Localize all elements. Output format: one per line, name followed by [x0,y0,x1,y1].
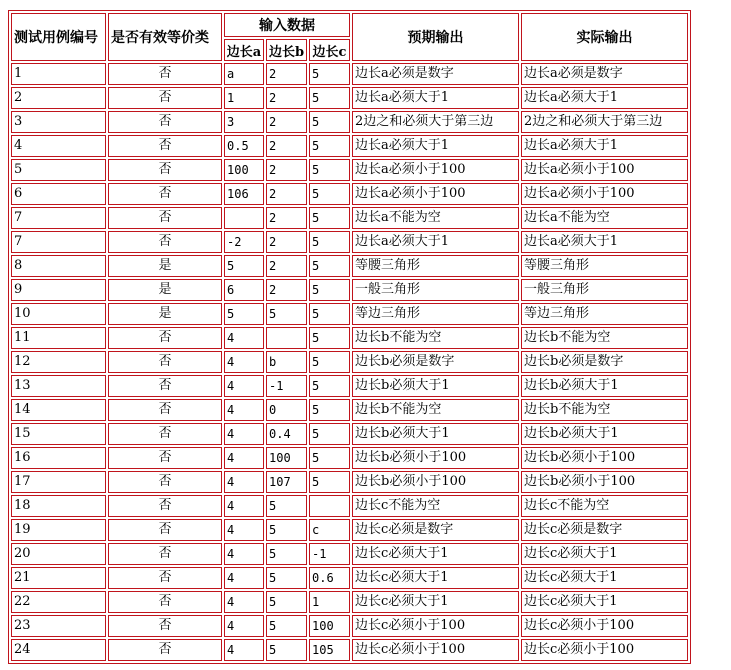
cell-actual-output: 边长b不能为空 [521,399,688,421]
cell-actual-output: 边长a必须大于1 [521,231,688,253]
test-case-table-container [8,10,691,664]
cell-side-a: 4 [224,615,264,637]
cell-valid-class: 否 [108,543,222,565]
cell-valid-class: 否 [108,159,222,181]
cell-actual-output: 边长c必须小于100 [521,639,688,661]
cell-valid-class: 否 [108,375,222,397]
table-row [11,303,688,325]
cell-actual-output: 边长a不能为空 [521,207,688,229]
cell-side-a [224,207,264,229]
cell-expected-output: 边长c必须是数字 [352,519,519,541]
cell-valid-class: 否 [108,399,222,421]
cell-side-b: 2 [266,87,307,109]
table-row [11,519,688,541]
cell-actual-output: 边长b必须小于100 [521,447,688,469]
cell-valid-class: 否 [108,231,222,253]
cell-side-c: 5 [309,447,350,469]
table-row [11,159,688,181]
cell-side-b: -1 [266,375,307,397]
cell-side-b: 2 [266,63,307,85]
cell-side-a: 4 [224,471,264,493]
cell-actual-output: 边长c必须大于1 [521,567,688,589]
table-row [11,351,688,373]
cell-actual-output: 等腰三角形 [521,255,688,277]
cell-case-id: 7 [11,207,106,229]
cell-case-id: 23 [11,615,106,637]
cell-expected-output: 边长b必须小于100 [352,447,519,469]
table-row [11,327,688,349]
cell-case-id: 4 [11,135,106,157]
cell-case-id: 18 [11,495,106,517]
header-row [11,13,688,37]
cell-valid-class: 否 [108,639,222,661]
table-row [11,63,688,85]
cell-side-a: 4 [224,327,264,349]
cell-actual-output: 边长b必须小于100 [521,471,688,493]
table-row [11,111,688,133]
cell-case-id: 7 [11,231,106,253]
cell-actual-output: 边长a必须小于100 [521,183,688,205]
cell-actual-output: 边长b不能为空 [521,327,688,349]
table-row [11,279,688,301]
table-row [11,591,688,613]
cell-expected-output: 2边之和必须大于第三边 [352,111,519,133]
table-row [11,399,688,421]
cell-case-id: 5 [11,159,106,181]
cell-side-c: 1 [309,591,350,613]
cell-valid-class: 否 [108,351,222,373]
cell-side-b: 2 [266,183,307,205]
cell-case-id: 15 [11,423,106,445]
cell-valid-class: 否 [108,183,222,205]
table-row [11,495,688,517]
cell-actual-output: 边长c必须大于1 [521,543,688,565]
cell-expected-output: 边长a必须是数字 [352,63,519,85]
header-case-id: 测试用例编号 [11,13,106,61]
table-row [11,447,688,469]
header-input-data: 输入数据 [224,13,350,37]
table-row [11,615,688,637]
cell-side-c: 5 [309,327,350,349]
cell-side-c: 5 [309,231,350,253]
cell-expected-output: 边长b必须小于100 [352,471,519,493]
cell-case-id: 3 [11,111,106,133]
cell-case-id: 11 [11,327,106,349]
cell-side-a: 4 [224,543,264,565]
test-case-table [8,10,691,664]
cell-side-a: 4 [224,591,264,613]
cell-side-c: 5 [309,207,350,229]
cell-case-id: 6 [11,183,106,205]
cell-actual-output: 边长c必须大于1 [521,591,688,613]
table-row [11,207,688,229]
header-actual-output: 实际输出 [521,13,688,61]
header-valid-class: 是否有效等价类 [108,13,222,61]
cell-expected-output: 边长c必须大于1 [352,567,519,589]
cell-expected-output: 边长b必须大于1 [352,423,519,445]
cell-actual-output: 边长c必须是数字 [521,519,688,541]
cell-expected-output: 边长b必须是数字 [352,351,519,373]
cell-side-b: 5 [266,519,307,541]
cell-side-b: 5 [266,567,307,589]
cell-side-b: b [266,351,307,373]
cell-side-c: 5 [309,183,350,205]
cell-side-b: 2 [266,111,307,133]
cell-valid-class: 否 [108,471,222,493]
cell-valid-class: 否 [108,207,222,229]
cell-case-id: 24 [11,639,106,661]
cell-expected-output: 边长c必须大于1 [352,591,519,613]
cell-side-c: 5 [309,423,350,445]
cell-side-c: 5 [309,303,350,325]
cell-side-a: 5 [224,255,264,277]
cell-actual-output: 边长a必须大于1 [521,87,688,109]
cell-expected-output: 边长c必须小于100 [352,615,519,637]
cell-expected-output: 边长b不能为空 [352,399,519,421]
cell-side-c: 5 [309,63,350,85]
cell-side-a: 4 [224,351,264,373]
table-row [11,135,688,157]
cell-valid-class: 否 [108,87,222,109]
header-side-c: 边长c [309,39,350,61]
cell-side-b: 5 [266,543,307,565]
table-row [11,567,688,589]
cell-valid-class: 否 [108,447,222,469]
table-row [11,471,688,493]
cell-valid-class: 否 [108,495,222,517]
cell-actual-output: 边长c不能为空 [521,495,688,517]
cell-case-id: 1 [11,63,106,85]
cell-expected-output: 一般三角形 [352,279,519,301]
cell-actual-output: 边长b必须大于1 [521,423,688,445]
cell-valid-class: 否 [108,519,222,541]
cell-actual-output: 边长b必须大于1 [521,375,688,397]
cell-valid-class: 否 [108,591,222,613]
cell-expected-output: 边长a必须小于100 [352,159,519,181]
cell-expected-output: 等腰三角形 [352,255,519,277]
cell-side-b: 0 [266,399,307,421]
cell-case-id: 8 [11,255,106,277]
cell-expected-output: 边长c必须大于1 [352,543,519,565]
cell-actual-output: 边长b必须是数字 [521,351,688,373]
cell-side-a: 1 [224,87,264,109]
cell-side-b: 2 [266,231,307,253]
cell-side-c: 105 [309,639,350,661]
cell-valid-class: 否 [108,135,222,157]
cell-side-a: 4 [224,423,264,445]
cell-side-a: 100 [224,159,264,181]
table-row [11,423,688,445]
cell-expected-output: 边长a必须大于1 [352,135,519,157]
cell-side-c: -1 [309,543,350,565]
cell-valid-class: 是 [108,255,222,277]
cell-side-c: 5 [309,471,350,493]
cell-side-c: 5 [309,135,350,157]
cell-expected-output: 边长c不能为空 [352,495,519,517]
cell-case-id: 22 [11,591,106,613]
header-expected-output: 预期输出 [352,13,519,61]
cell-side-c: 0.6 [309,567,350,589]
table-row [11,375,688,397]
cell-expected-output: 边长a不能为空 [352,207,519,229]
cell-side-a: 4 [224,375,264,397]
table-body [11,63,688,661]
cell-side-b: 5 [266,591,307,613]
cell-side-b: 2 [266,255,307,277]
cell-expected-output: 边长a必须大于1 [352,87,519,109]
cell-side-c: 5 [309,375,350,397]
header-side-b: 边长b [266,39,307,61]
cell-side-b: 2 [266,279,307,301]
cell-side-b: 5 [266,639,307,661]
cell-side-c: 5 [309,111,350,133]
cell-case-id: 9 [11,279,106,301]
cell-expected-output: 边长b不能为空 [352,327,519,349]
cell-side-a: 3 [224,111,264,133]
cell-side-c: 5 [309,255,350,277]
cell-side-a: 4 [224,519,264,541]
table-header [11,13,688,61]
cell-case-id: 2 [11,87,106,109]
cell-side-a: 5 [224,303,264,325]
cell-side-a: 4 [224,399,264,421]
cell-case-id: 10 [11,303,106,325]
cell-actual-output: 边长a必须小于100 [521,159,688,181]
cell-valid-class: 否 [108,567,222,589]
cell-side-a: 4 [224,447,264,469]
cell-case-id: 17 [11,471,106,493]
cell-case-id: 16 [11,447,106,469]
cell-actual-output: 边长c必须小于100 [521,615,688,637]
cell-side-c: 5 [309,279,350,301]
cell-side-a: 4 [224,639,264,661]
cell-side-c: 5 [309,87,350,109]
cell-valid-class: 是 [108,303,222,325]
cell-expected-output: 边长a必须大于1 [352,231,519,253]
cell-expected-output: 边长a必须小于100 [352,183,519,205]
table-row [11,183,688,205]
cell-valid-class: 否 [108,327,222,349]
cell-side-a: 4 [224,495,264,517]
cell-actual-output: 边长a必须大于1 [521,135,688,157]
cell-side-a: 0.5 [224,135,264,157]
cell-side-c: 5 [309,351,350,373]
cell-case-id: 21 [11,567,106,589]
cell-valid-class: 否 [108,615,222,637]
cell-side-b: 107 [266,471,307,493]
cell-side-b: 100 [266,447,307,469]
cell-case-id: 12 [11,351,106,373]
cell-side-b: 2 [266,207,307,229]
cell-actual-output: 2边之和必须大于第三边 [521,111,688,133]
cell-side-a: 6 [224,279,264,301]
table-row [11,543,688,565]
cell-side-c: 5 [309,159,350,181]
cell-actual-output: 等边三角形 [521,303,688,325]
cell-side-b: 2 [266,135,307,157]
header-side-a: 边长a [224,39,264,61]
cell-case-id: 20 [11,543,106,565]
cell-expected-output: 等边三角形 [352,303,519,325]
cell-valid-class: 是 [108,279,222,301]
cell-side-a: 106 [224,183,264,205]
cell-side-b: 5 [266,303,307,325]
cell-side-c: c [309,519,350,541]
cell-side-c [309,495,350,517]
cell-valid-class: 否 [108,423,222,445]
cell-side-c: 5 [309,399,350,421]
table-row [11,87,688,109]
cell-case-id: 14 [11,399,106,421]
cell-side-a: 4 [224,567,264,589]
cell-side-b: 2 [266,159,307,181]
table-row [11,255,688,277]
cell-actual-output: 一般三角形 [521,279,688,301]
cell-side-b [266,327,307,349]
cell-valid-class: 否 [108,111,222,133]
cell-actual-output: 边长a必须是数字 [521,63,688,85]
cell-case-id: 19 [11,519,106,541]
cell-side-a: -2 [224,231,264,253]
cell-side-b: 0.4 [266,423,307,445]
cell-expected-output: 边长b必须大于1 [352,375,519,397]
cell-side-c: 100 [309,615,350,637]
cell-side-b: 5 [266,495,307,517]
cell-side-a: a [224,63,264,85]
cell-side-b: 5 [266,615,307,637]
cell-valid-class: 否 [108,63,222,85]
table-row [11,639,688,661]
table-row [11,231,688,253]
cell-case-id: 13 [11,375,106,397]
cell-expected-output: 边长c必须小于100 [352,639,519,661]
